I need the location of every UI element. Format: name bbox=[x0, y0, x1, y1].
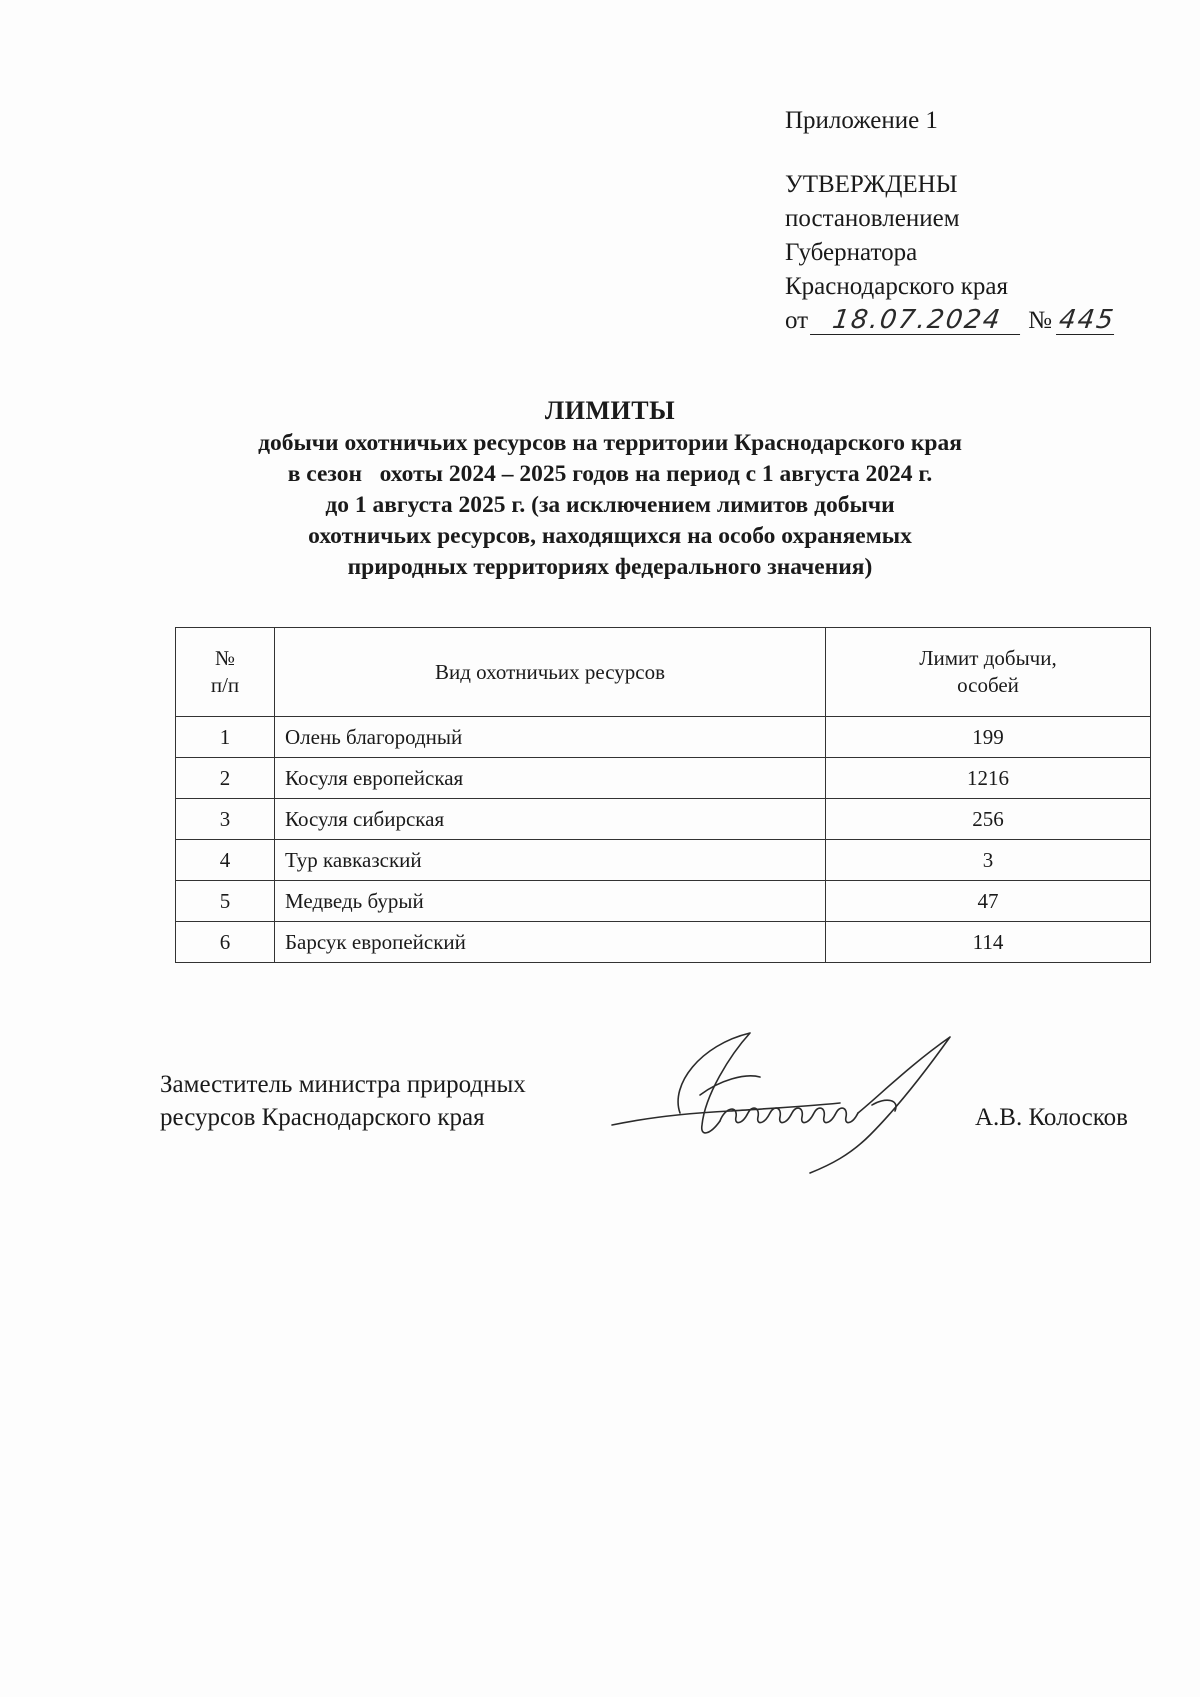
header-limit bbox=[826, 628, 1151, 717]
row-limit: 47 bbox=[826, 881, 1151, 922]
subtitle-line: до 1 августа 2025 г. (за исключением лимитов добычи bbox=[325, 492, 895, 518]
date-prefix: от bbox=[785, 307, 809, 334]
table-row bbox=[176, 840, 1151, 881]
row-resource: Медведь бурый bbox=[275, 881, 826, 922]
header-limit-line1: Лимит добычи, bbox=[919, 646, 1057, 670]
row-resource: Косуля европейская bbox=[275, 758, 826, 799]
row-resource: Тур кавказский bbox=[275, 840, 826, 881]
row-num: 1 bbox=[176, 717, 275, 758]
approved-label: УТВЕРЖДЕНЫ bbox=[785, 171, 958, 198]
signatory-position bbox=[160, 1068, 526, 1134]
subtitle-line: охотничьих ресурсов, находящихся на особо охраняемых bbox=[308, 523, 912, 549]
header-resource: Вид охотничьих ресурсов bbox=[275, 628, 826, 717]
approval-line-2: Губернатора bbox=[785, 239, 918, 266]
table-row bbox=[176, 881, 1151, 922]
handwritten-date: 18.07.2024 bbox=[810, 306, 1024, 335]
approval-line-3: Краснодарского края bbox=[785, 273, 1008, 300]
header-num-line2: п/п bbox=[210, 673, 240, 697]
approval-line-1: постановлением bbox=[785, 205, 960, 232]
row-limit: 256 bbox=[826, 799, 1151, 840]
row-resource: Барсук европейский bbox=[275, 922, 826, 963]
table-row bbox=[176, 758, 1151, 799]
row-num: 6 bbox=[176, 922, 275, 963]
limits-table bbox=[175, 627, 1151, 963]
signatory-name: А.В. Колосков bbox=[975, 1104, 1128, 1131]
number-prefix: № bbox=[1028, 307, 1052, 334]
appendix-label: Приложение 1 bbox=[785, 107, 938, 134]
document-heading bbox=[180, 394, 1040, 583]
signatory-position-line1: Заместитель министра природных bbox=[160, 1071, 526, 1098]
row-num: 4 bbox=[176, 840, 275, 881]
subtitle-line: в сезон охоты 2024 – 2025 годов на период с 1 августа 2024 г. bbox=[287, 461, 933, 487]
signatory-position-line2: ресурсов Краснодарского края bbox=[160, 1104, 485, 1131]
subtitle-line: добычи охотничьих ресурсов на территории Краснодарского края bbox=[258, 430, 962, 456]
table-row bbox=[176, 922, 1151, 963]
handwritten-signature bbox=[610, 1025, 1030, 1175]
row-limit: 1216 bbox=[826, 758, 1151, 799]
document-title: ЛИМИТЫ bbox=[544, 396, 676, 425]
row-limit: 3 bbox=[826, 840, 1151, 881]
row-limit: 114 bbox=[826, 922, 1151, 963]
row-num: 5 bbox=[176, 881, 275, 922]
row-num: 3 bbox=[176, 799, 275, 840]
subtitle-line: природных территориях федерального значения) bbox=[347, 554, 873, 580]
approval-date-number-line bbox=[785, 304, 1165, 338]
header-limit-line2: особей bbox=[957, 673, 1019, 697]
table-header-row bbox=[176, 628, 1151, 717]
row-num: 2 bbox=[176, 758, 275, 799]
table-row bbox=[176, 717, 1151, 758]
row-resource: Олень благородный bbox=[275, 717, 826, 758]
handwritten-number: 445 bbox=[1057, 305, 1117, 335]
row-limit: 199 bbox=[826, 717, 1151, 758]
document-subtitle bbox=[180, 428, 1040, 583]
table-row bbox=[176, 799, 1151, 840]
header-num-line1: № bbox=[214, 646, 236, 670]
row-resource: Косуля сибирская bbox=[275, 799, 826, 840]
approval-block bbox=[785, 104, 1165, 338]
header-num bbox=[176, 628, 275, 717]
